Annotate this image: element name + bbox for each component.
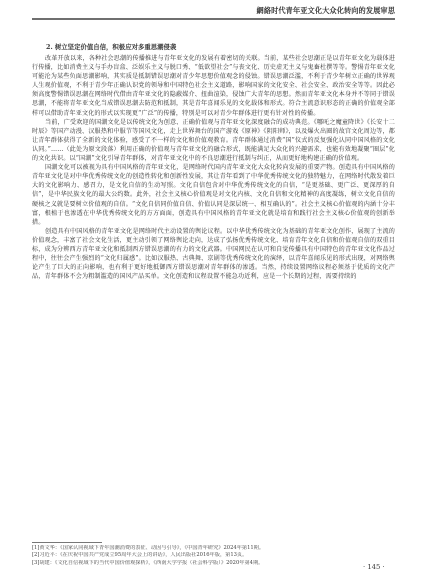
header-rule <box>32 18 395 20</box>
footnote-2: [2]习近平：《在庆祝中国共产党成立95周年大会上的讲话》，人民出版社2016年版，第13页。 <box>32 552 248 559</box>
section-heading: 2. 树立坚定价值自信，积极应对多重思潮侵袭 <box>46 43 177 51</box>
footnotes <box>32 545 395 567</box>
paragraph-4: 创造具有中国风格的青年亚文化是网络时代主动设置的舆论议程。以中华优秀传统文化为基础的青年亚文化创作，展现了主流的价值观念，丰富了社会文化生活，更主动引领了网络舆论走向，达成了弘扬优秀传统文化、培育青年文化自信和价值观自信的双重目标，成为分辨西方青年亚文化和抵制西方错误思潮的有力的文化武器。中国网民在认可和自觉传播具有中国特色的青年亚文化作品过程中，往往会产生强烈的“文化归属感”。比如汉服热、古典舞、京剧等优秀传统文化的演绎，以青年喜闻乐见的形式出现，对网络舆论产生了巨大的正向影响，也有利于更好地抵御西方错误思潮对青年群体的渗透。当然，持续设置网络议程必须基于优质的文化产品，青年群体不会为粗制滥造的国风产品买单。文化创造和议程设置不能急功近利，应是一个长期的过程，需要持续的 <box>32 227 395 281</box>
running-header-title: 網絡时代青年亚文化大众化转向的发展审思 <box>256 6 395 15</box>
paragraph-1: 改革开放以来，各种社会思潮的传播推进与青年亚文化的发展有着密切的关联。当前，某些社会思潮正是以青年亚文化为载体进行传播，比如消费主义与手办盲盒、泛娱乐主义与脱口秀、“低欲望社会”与丧文化、历史虚无主义与鬼畜杜撰等等。警惕青年亚文化可能沦为某些负面思潮影响，其实质是抵制错误思潮对青少年思想价值观念的侵蚀。错误思潮泛滥，不利于青少年树立正确的世界观人生观价值观，不利于青少年正确认识党的领导和中国特色社会主义道路，影响国家的文化安全、社会安全、政治安全等等。因此必须高度警惕错误思潮在网络时代借由青年亚文化的隐蔽媒介、扭曲渲染，侵蚀广大青年的思想。然而青年亚文化本身并不等同于错误思潮，不能将青年亚文化当成错误思潮去防范和抵制，其是青年喜闻乐见的文化载体和形式。符合主流意识形态的正确的价值观全部样可以借助青年亚文化的形式以实现更“广泛”的传播，特别是可以对青少年群体进行更有针对性的传播。 <box>32 55 395 117</box>
footnote-1: [1]黄文华：《国家认同视域下青年国潮消费的表征、动因与引导》，《中国青年研究》2024年第11期。 <box>32 545 265 551</box>
footnote-rule <box>32 542 102 543</box>
paragraph-2: 当前，广受欢迎的国潮文化是以传统文化为创意、正确价值观与青年亚文化深度融合的成功典范。《哪吒之魔童降世》《长安十二时辰》等国产动漫、汉服热和中服节等国风文化，走上世界舞台的国产游戏《原神》《阴阳师》，以及爆火出圈的故宫文化周边等，都让青年群体获得了全新的文化体验，感受了不一样的文化和价值观教育。青年群体通过消费“国”仪式的反复强化认同中国风格的文化认同。”……（此处为原文段落）利用正确的价值观与青年亚文化的融合形式，既能满足大众化的兴趣需求，也能有效地凝聚“圈层”化的文化共识。以“国潮”文化引导青年群体，对青年亚文化中的不良思潮进行抵制与纠正，从而更好地构建正确的价值观。 <box>32 118 395 163</box>
body-text <box>32 54 395 281</box>
footnote-3: [3]胡建：《文化自信视域下的当代中国价值观探析》，《西南大学学报（社会科学版）》2020年第4期。 <box>32 559 264 566</box>
page-number: · 145 · <box>363 563 385 571</box>
paragraph-3: 国潮文化可以被视为具有中国风格的青年亚文化，是网络时代国内青年亚文化大众化转向发展的重要产物。创造具有中国风格的青年亚文化是对中华优秀传统文化的创造性转化和创新性发展，其让青年看到了中华优秀传统文化的独特魅力，在网络时代散发着巨大的文化影响力、感召力，是文化自信的生动写照。文化自信包含对中华优秀传统文化的自信，“是更基础、更广泛、更深厚的自信”，是中华民族文化的最大公约数。此外，社会主义核心价值观是对文化内核、文化自信和文化精神的高度凝练，树立文化自信的硬核之义就是要树立价值观的自信。“文化自信同价值自信、价值认同是深层统一、相互确认的”。社会主义核心价值观的内涵十分丰富，根植于也渗透在中华优秀传统文化的方方面面，创造具有中国风格的青年亚文化就是培育和践行社会主义核心价值观的创新举措。 <box>32 164 395 226</box>
